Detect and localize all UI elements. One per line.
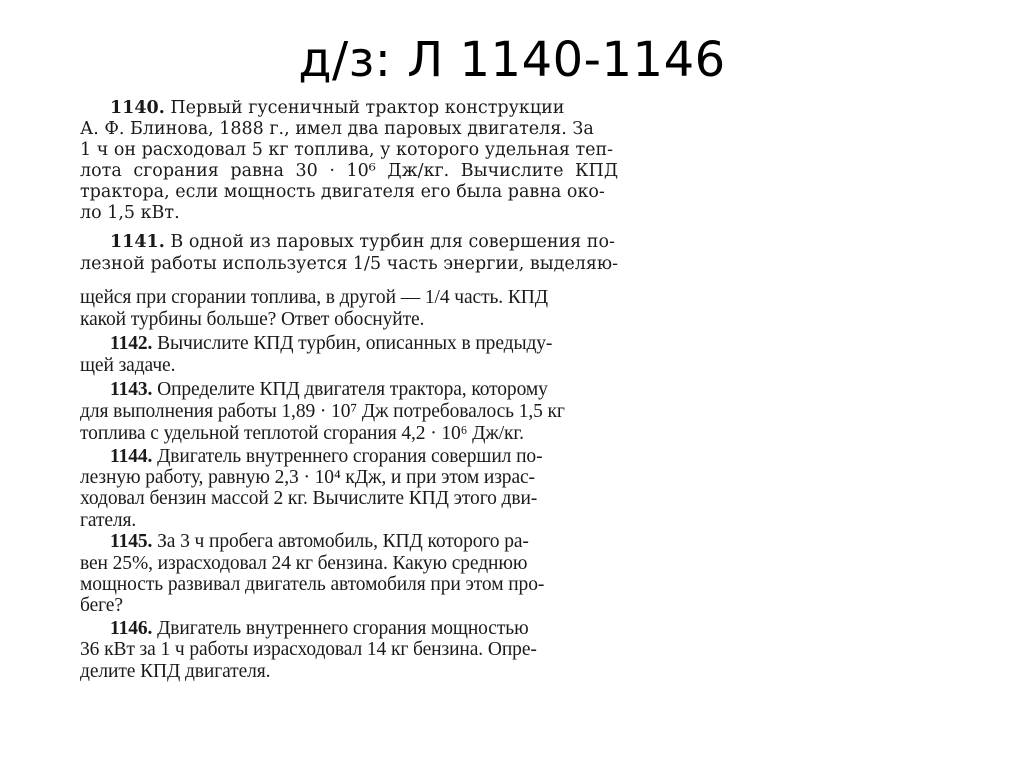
problem-number: 1143.: [110, 379, 153, 400]
problem-1144-line-3: ходовал бензин массой 2 кг. Вычислите КПД этого дви-: [80, 488, 538, 509]
problem-1145-line-3: мощность развивал двигатель автомобиля при этом про-: [80, 574, 545, 595]
problem-1146-line-2: 36 кВт за 1 ч работы израсходовал 14 кг бензина. Опре-: [80, 639, 537, 660]
problem-1145-line-1: 1145. За 3 ч пробега автомобиль, КПД которого ра-: [110, 531, 529, 552]
problem-number: 1140.: [110, 98, 165, 118]
textbook-scan: [80, 92, 760, 692]
problem-number: 1145.: [110, 531, 153, 552]
problem-1140-line-6: ло 1,5 кВт.: [80, 203, 180, 223]
problem-1141-line-3: щейся при сгорании топлива, в другой — 1/4 часть. КПД: [80, 287, 548, 308]
problem-number: 1146.: [110, 618, 153, 639]
problem-1143-line-2: для выполнения работы 1,89 · 10⁷ Дж потребовалось 1,5 кг: [80, 401, 565, 422]
problem-1142-line-1: 1142. Вычислите КПД турбин, описанных в предыду-: [110, 333, 553, 354]
problem-1141-line-2: лезной работы используется 1/5 часть энергии, выделяю-: [80, 254, 619, 274]
problem-1146-line-1: 1146. Двигатель внутреннего сгорания мощностью: [110, 618, 529, 639]
problem-number: 1141.: [110, 232, 165, 252]
slide-title: д/з: Л 1140-1146: [298, 32, 726, 88]
problem-number: 1142.: [110, 333, 153, 354]
problem-1144-line-1: 1144. Двигатель внутреннего сгорания совершил по-: [110, 446, 543, 467]
problem-1143-line-1: 1143. Определите КПД двигателя трактора, которому: [110, 379, 548, 400]
problem-1140-line-1: 1140. Первый гусеничный трактор конструкции: [110, 98, 565, 118]
problem-1144-line-4: гателя.: [80, 510, 137, 531]
problem-1140-line-3: 1 ч он расходовал 5 кг топлива, у которого удельная теп-: [80, 140, 614, 160]
problem-1145-line-2: вен 25%, израсходовал 24 кг бензина. Какую среднюю: [80, 553, 528, 574]
problem-number: 1144.: [110, 446, 153, 467]
problem-1144-line-2: лезную работу, равную 2,3 · 10⁴ кДж, и при этом израс-: [80, 467, 535, 488]
problem-1146-line-3: делите КПД двигателя.: [80, 661, 271, 682]
problem-1140-line-4: лота сгорания равна 30 · 10⁶ Дж/кг. Вычислите КПД: [80, 161, 619, 181]
problem-1142-line-2: щей задаче.: [80, 355, 176, 376]
problem-1141-line-1: 1141. В одной из паровых турбин для совершения по-: [110, 232, 615, 252]
problem-1140-line-5: трактора, если мощность двигателя его была равна око-: [80, 182, 605, 202]
problem-1141-line-4: какой турбины больше? Ответ обоснуйте.: [80, 309, 425, 330]
problem-1140-line-2: А. Ф. Блинова, 1888 г., имел два паровых двигателя. За: [80, 119, 594, 139]
problem-1145-line-4: беге?: [80, 595, 123, 616]
problem-1143-line-3: топлива с удельной теплотой сгорания 4,2 · 10⁶ Дж/кг.: [80, 423, 524, 444]
